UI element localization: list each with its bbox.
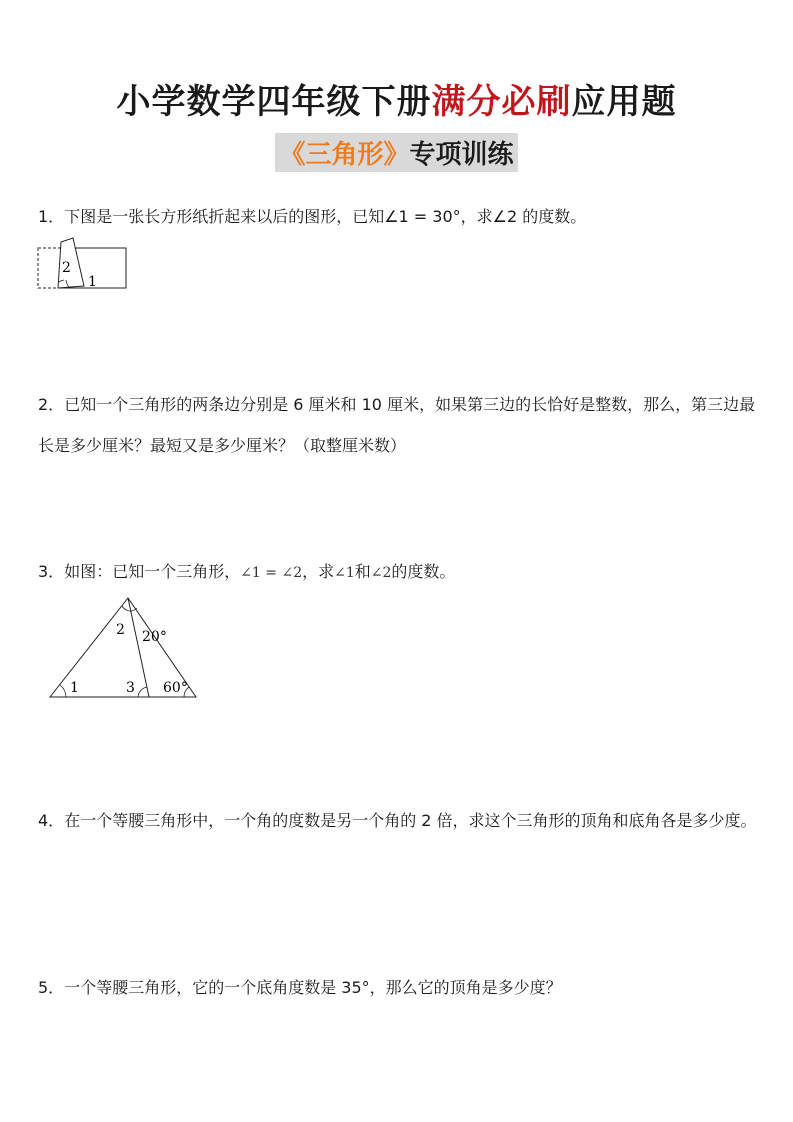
- question-number: 2．: [38, 395, 65, 414]
- question-4: [38, 800, 758, 841]
- title-part1: 小学数学四年级下册: [116, 82, 432, 122]
- question-5: [38, 967, 758, 1008]
- question-text: 已知一个三角形的两条边分别是 6 厘米和 10 厘米，如果第三边的长恰好是整数，那么，第三边最长是多少厘米？最短又是多少厘米？（取整厘米数）: [38, 395, 756, 455]
- question-3: [38, 551, 758, 594]
- question-2: [38, 384, 758, 466]
- question-text-c: 和: [354, 562, 371, 581]
- math-angle-2: ∠2: [370, 565, 392, 581]
- question-number: 4．: [38, 811, 65, 830]
- angle-label-1: 1: [88, 274, 97, 290]
- question-text: 一个等腰三角形，它的一个底角度数是 35°，那么它的顶角是多少度？: [64, 978, 562, 997]
- math-angle-1: ∠1: [334, 565, 355, 581]
- question-text: 下图是一张长方形纸折起来以后的图形，已知∠1 = 30°，求∠2 的度数。: [64, 207, 587, 226]
- subtitle-rest: 专项训练: [409, 140, 514, 170]
- angle-label-2: 2: [116, 622, 125, 638]
- subtitle-wrap: [0, 133, 793, 172]
- question-text-b: ，求: [302, 562, 335, 581]
- angle-label-20: 20°: [142, 629, 167, 645]
- angle-label-2: 2: [62, 260, 71, 276]
- folded-rectangle-figure: [36, 234, 130, 294]
- question-number: 1．: [38, 207, 65, 226]
- arc-angle-3: [138, 687, 147, 697]
- math-angle-equation: ∠1 = ∠2: [240, 565, 303, 581]
- angle-label-1: 1: [70, 680, 79, 696]
- angle-label-3: 3: [126, 680, 135, 696]
- arc-angle-1: [60, 685, 66, 697]
- question-number: 3．: [38, 562, 65, 581]
- page-title: [0, 74, 793, 123]
- question-text-d: 的度数。: [391, 562, 456, 581]
- question-1: [38, 196, 758, 237]
- subtitle: [275, 133, 517, 172]
- question-number: 5．: [38, 978, 65, 997]
- subtitle-highlight: 《三角形》: [279, 140, 410, 170]
- title-highlight: 满分必刷: [431, 82, 572, 122]
- title-part2: 应用题: [571, 82, 677, 122]
- question-text: 在一个等腰三角形中，一个角的度数是另一个角的 2 倍，求这个三角形的顶角和底角各是多少度。: [64, 811, 757, 830]
- triangle-figure: [46, 594, 200, 702]
- angle-label-60: 60°: [163, 680, 188, 696]
- question-text-a: 如图：已知一个三角形，: [64, 562, 241, 581]
